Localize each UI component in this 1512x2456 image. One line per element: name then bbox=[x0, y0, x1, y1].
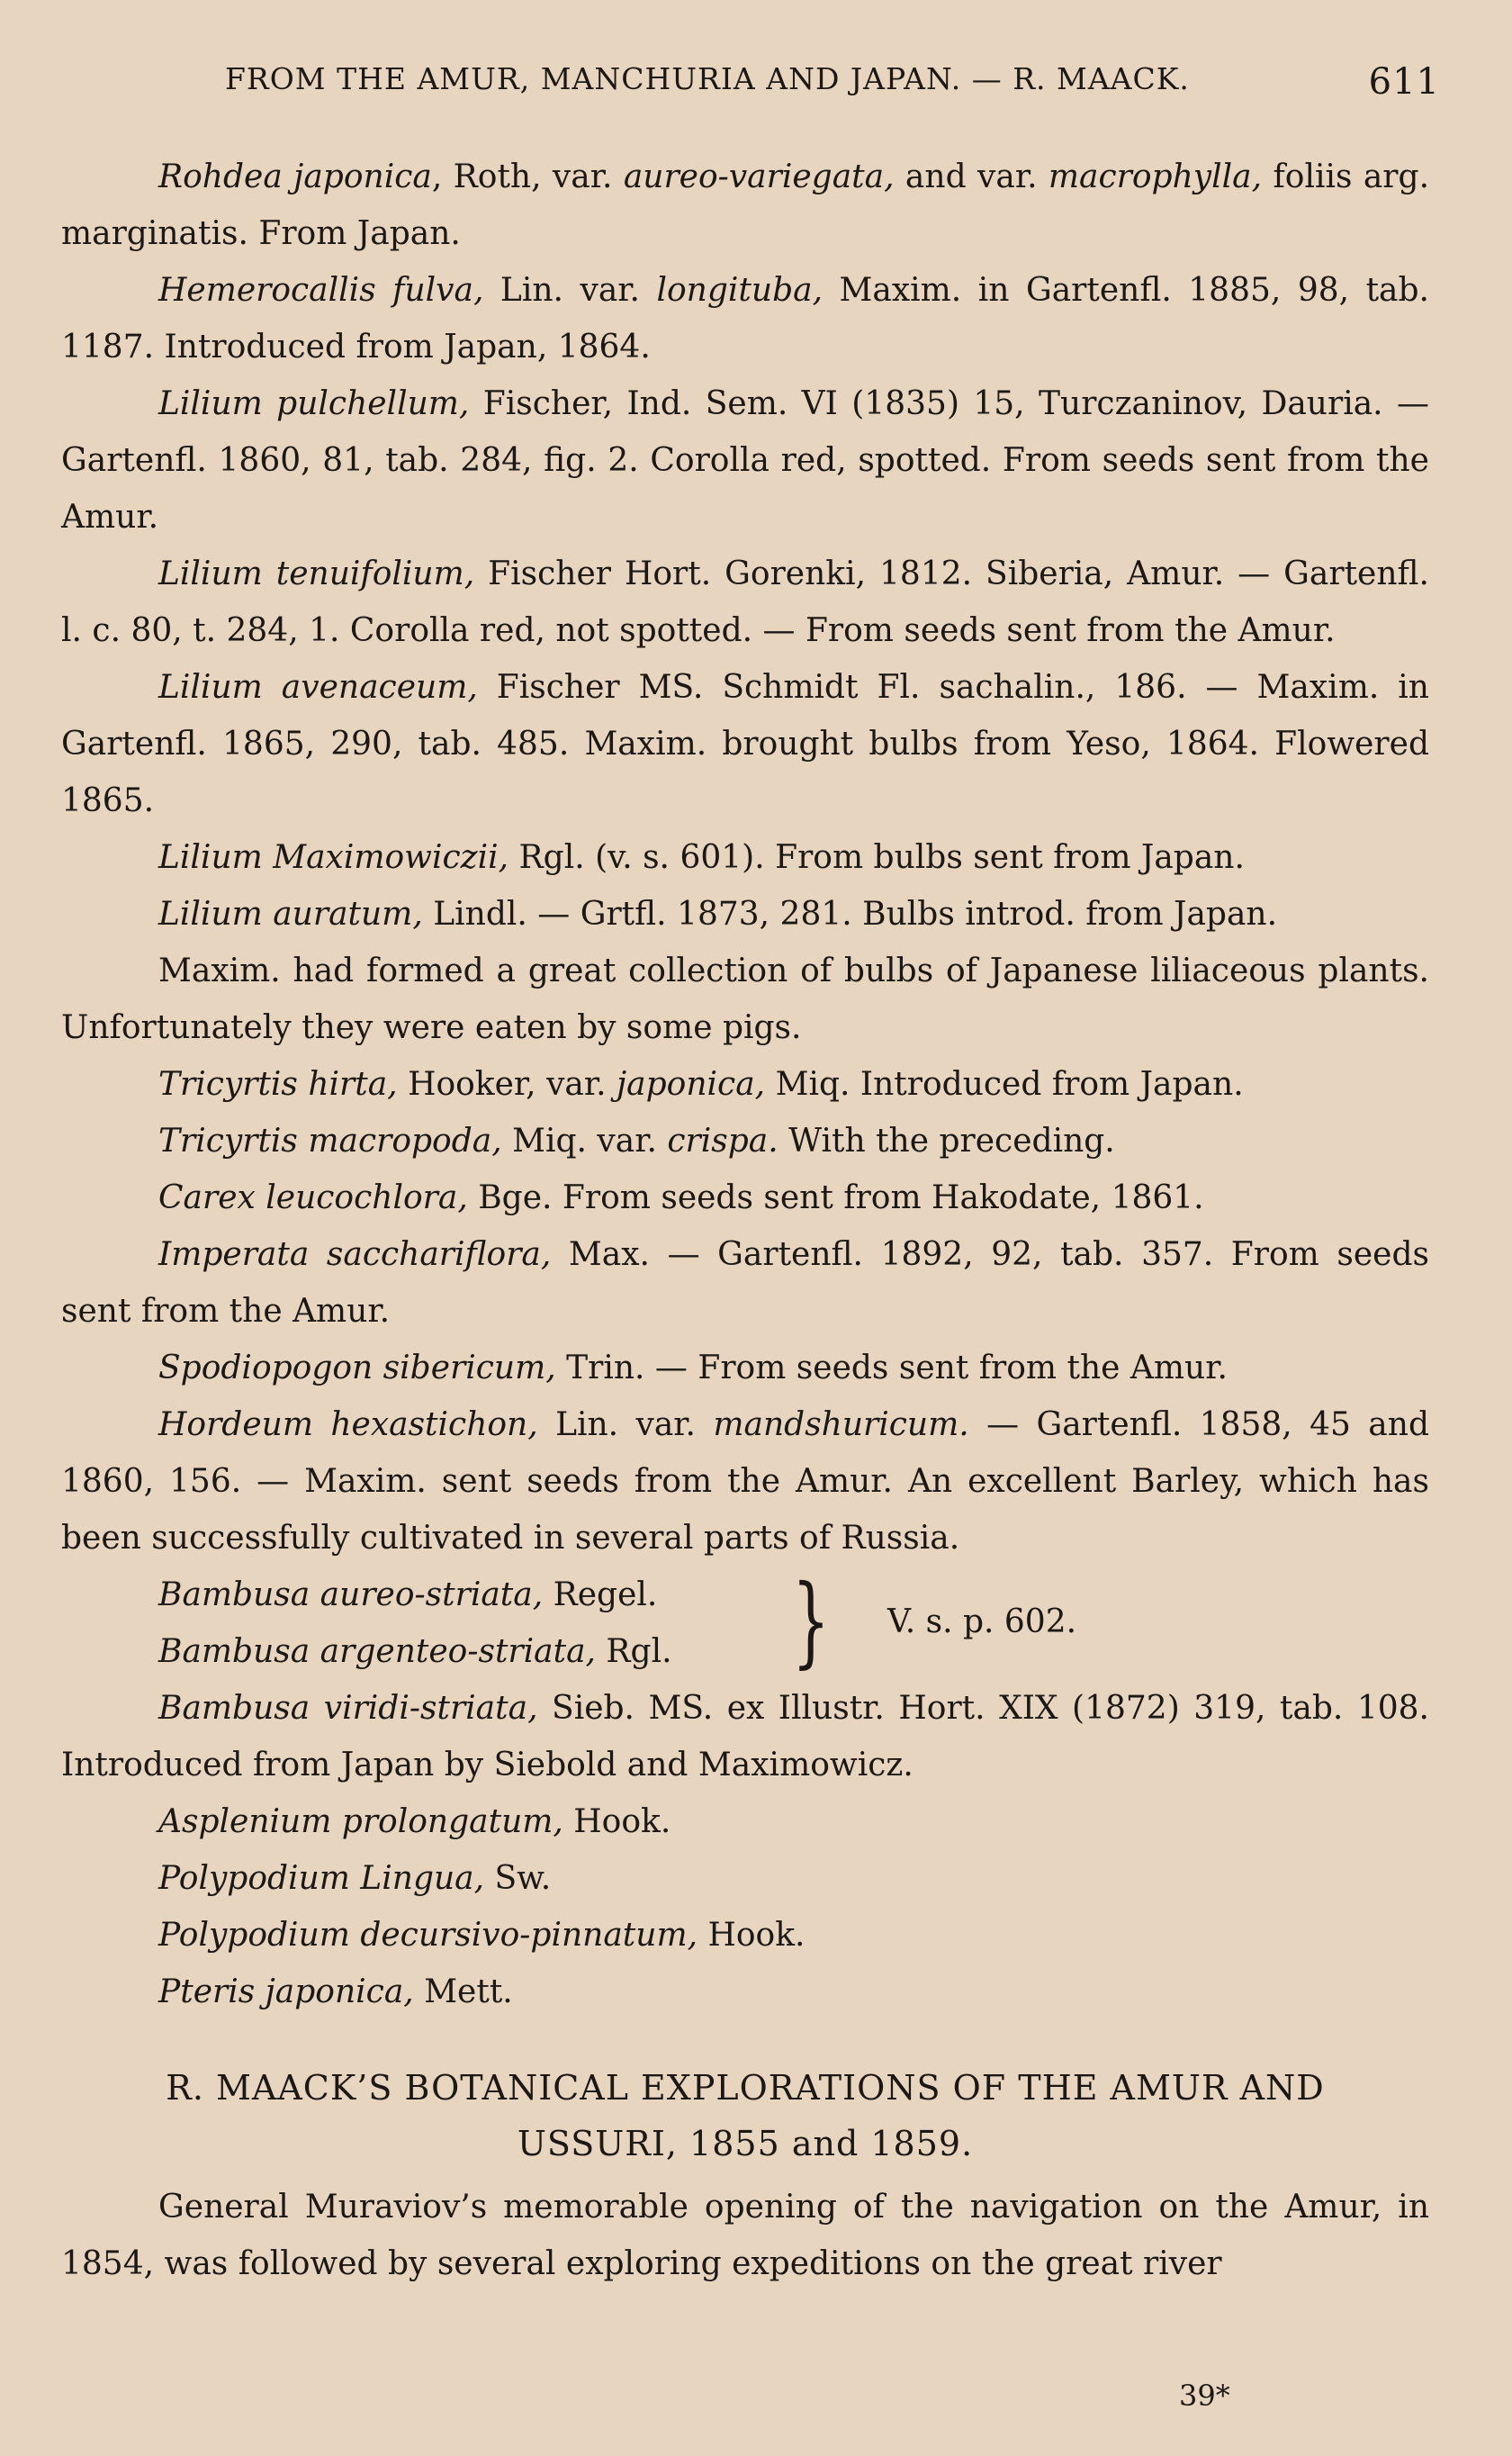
running-header bbox=[225, 61, 1440, 115]
entry-lilium-tenuifolium bbox=[61, 546, 1429, 659]
taxon-name: Bambusa argenteo-striata, bbox=[158, 1633, 596, 1670]
entry-text: Mett. bbox=[413, 1973, 513, 2010]
entry-text: and var. bbox=[894, 158, 1048, 195]
section-title-line: USSURI, 1855 and 1859. bbox=[517, 2124, 974, 2163]
taxon-name: Bambusa viridi-striata, bbox=[158, 1690, 538, 1727]
entry-carex bbox=[61, 1169, 1429, 1226]
taxon-name: Imperata sacchariflora, bbox=[158, 1236, 552, 1273]
entry-lilium-avenaceum bbox=[61, 659, 1429, 829]
bambusa-brace-group bbox=[158, 1563, 1429, 1680]
page-body bbox=[61, 149, 1429, 2292]
bambusa-entry bbox=[158, 1567, 672, 1623]
brace-symbol: } bbox=[792, 1563, 830, 1678]
taxon-name: Lilium auratum, bbox=[158, 896, 423, 933]
entry-imperata bbox=[61, 1226, 1429, 1340]
entry-lilium-pulchellum bbox=[61, 375, 1429, 546]
entry-text: Trin. — From seeds sent from the Amur. bbox=[555, 1350, 1228, 1386]
section-title bbox=[61, 2060, 1429, 2172]
variety-name: longituba, bbox=[656, 272, 824, 309]
entry-tricyrtis-hirta bbox=[61, 1056, 1429, 1113]
entry-text: Hook. bbox=[562, 1803, 671, 1840]
brace-note: V. s. p. 602. bbox=[887, 1603, 1077, 1640]
running-title: FROM THE AMUR, MANCHURIA AND JAPAN. — R. MAACK. bbox=[225, 61, 1190, 96]
entry-text: Maxim. in Gartenfl. 1885, 98, tab. 1187. Introduced from Japan, 1864. bbox=[61, 272, 1430, 366]
entry-text: Hooker, var. bbox=[397, 1066, 617, 1103]
variety-name: japonica, bbox=[616, 1066, 766, 1103]
entry-text: Miq. Introduced from Japan. bbox=[765, 1066, 1244, 1103]
entry-text: Lindl. — Grtfl. 1873, 281. Bulbs introd. from Japan. bbox=[422, 896, 1278, 933]
taxon-name: Hemerocallis fulva, bbox=[158, 272, 484, 309]
maxim-note: Maxim. had formed a great collection of bulbs of Japanese liliaceous plants. Unfortunately they were eaten by some pigs. bbox=[61, 953, 1429, 1046]
variety-name: crispa. bbox=[667, 1123, 778, 1160]
taxon-name: Lilium Maximowiczii, bbox=[158, 839, 509, 876]
taxon-name: Rohdea japonica bbox=[158, 158, 432, 195]
entry-text: Regel. bbox=[543, 1576, 658, 1613]
taxon-name: Tricyrtis macropoda, bbox=[158, 1123, 502, 1160]
taxon-name: Lilium avenaceum, bbox=[158, 669, 478, 706]
variety-name: mandshuricum. bbox=[713, 1406, 969, 1443]
taxon-name: Bambusa aureo-striata, bbox=[158, 1576, 544, 1613]
entry-text: Hook. bbox=[698, 1917, 806, 1954]
entry-text: Lin. var. bbox=[537, 1406, 714, 1443]
taxon-name: Carex leucochlora, bbox=[158, 1179, 468, 1216]
entry-text: Rgl. (v. s. 601). From bulbs sent from Japan. bbox=[508, 839, 1245, 876]
entry-text: Sieb. MS. ex Illustr. Hort. XIX (1872) 319, tab. 108. Introduced from Japan by Siebold and Maximowicz. bbox=[61, 1690, 1429, 1783]
entry-tricyrtis-macropoda bbox=[61, 1113, 1429, 1169]
entry-hordeum bbox=[61, 1396, 1429, 1567]
entry-polypodium-lingua bbox=[61, 1850, 1429, 1907]
taxon-name: Spodiopogon sibericum, bbox=[158, 1350, 556, 1386]
entry-text: Bge. From seeds sent from Hakodate, 1861. bbox=[467, 1179, 1204, 1216]
taxon-name: Lilium tenuifolium, bbox=[158, 555, 475, 592]
entry-polypodium-decursivo bbox=[61, 1907, 1429, 1964]
entry-text: Lin. var. bbox=[483, 272, 657, 309]
page-number: 611 bbox=[1368, 61, 1440, 103]
entry-lilium-maximowiczii bbox=[61, 829, 1429, 886]
entry-pteris bbox=[61, 1964, 1429, 2020]
entry-text: — Gartenfl. 1858, 45 and 1860, 156. — Maxim. sent seeds from the Amur. An excellent Barley, which has been successfully cultivated in several parts of Russia. bbox=[61, 1406, 1429, 1557]
entry-rohdea bbox=[61, 149, 1429, 262]
variety-name: aureo-variegata, bbox=[623, 158, 895, 195]
entry-bambusa-viridi bbox=[61, 1680, 1429, 1793]
entry-text: Rgl. bbox=[595, 1633, 672, 1670]
signature-mark: 39* bbox=[1179, 2379, 1230, 2413]
entry-hemerocallis bbox=[61, 262, 1429, 375]
entry-text: With the preceding. bbox=[778, 1123, 1115, 1160]
section-title-line: R. MAACK’S BOTANICAL EXPLORATIONS OF THE AMUR AND bbox=[166, 2068, 1325, 2108]
bambusa-entry bbox=[158, 1623, 672, 1680]
entry-lilium-auratum bbox=[61, 886, 1429, 943]
taxon-name: Tricyrtis hirta, bbox=[158, 1066, 398, 1103]
entry-text: Fischer, Ind. Sem. VI (1835) 15, Turczaninov, Dauria. — Gartenfl. 1860, 81, tab. 284, fig. 2. Corolla red, spotted. From seeds sent from the Amur. bbox=[61, 385, 1429, 536]
entry-text: Fischer Hort. Gorenki, 1812. Siberia, Amur. — Gartenfl. l. c. 80, t. 284, 1. Corolla red, not spotted. — From seeds sent from the Amur. bbox=[61, 555, 1429, 649]
taxon-name: Hordeum hexastichon, bbox=[158, 1406, 538, 1443]
section-intro: General Muraviov’s memorable opening of the navigation on the Amur, in 1854, was followed by several exploring expeditions on the great river bbox=[61, 2189, 1429, 2282]
entry-text: foliis arg. marginatis. From Japan. bbox=[61, 158, 1430, 252]
taxon-name: Pteris japonica, bbox=[158, 1973, 414, 2010]
taxon-name: Asplenium prolongatum, bbox=[158, 1803, 563, 1840]
variety-name: macrophylla, bbox=[1048, 158, 1263, 195]
taxon-name: Lilium pulchellum, bbox=[158, 385, 470, 422]
entry-text: Fischer MS. Schmidt Fl. sachalin., 186. — Maxim. in Gartenfl. 1865, 290, tab. 485. Maxim. brought bulbs from Yeso, 1864. Flowered 1865. bbox=[61, 669, 1429, 819]
entry-text: Sw. bbox=[484, 1860, 552, 1897]
bambusa-names bbox=[158, 1567, 672, 1680]
entry-text: Max. — Gartenfl. 1892, 92, tab. 357. From seeds sent from the Amur. bbox=[61, 1236, 1429, 1330]
entry-asplenium bbox=[61, 1793, 1429, 1850]
entry-text: , Roth, var. bbox=[431, 158, 624, 195]
taxon-name: Polypodium decursivo-pinnatum, bbox=[158, 1917, 698, 1954]
taxon-name: Polypodium Lingua, bbox=[158, 1860, 485, 1897]
entry-text: Miq. var. bbox=[501, 1123, 668, 1160]
entry-spodiopogon bbox=[61, 1340, 1429, 1396]
